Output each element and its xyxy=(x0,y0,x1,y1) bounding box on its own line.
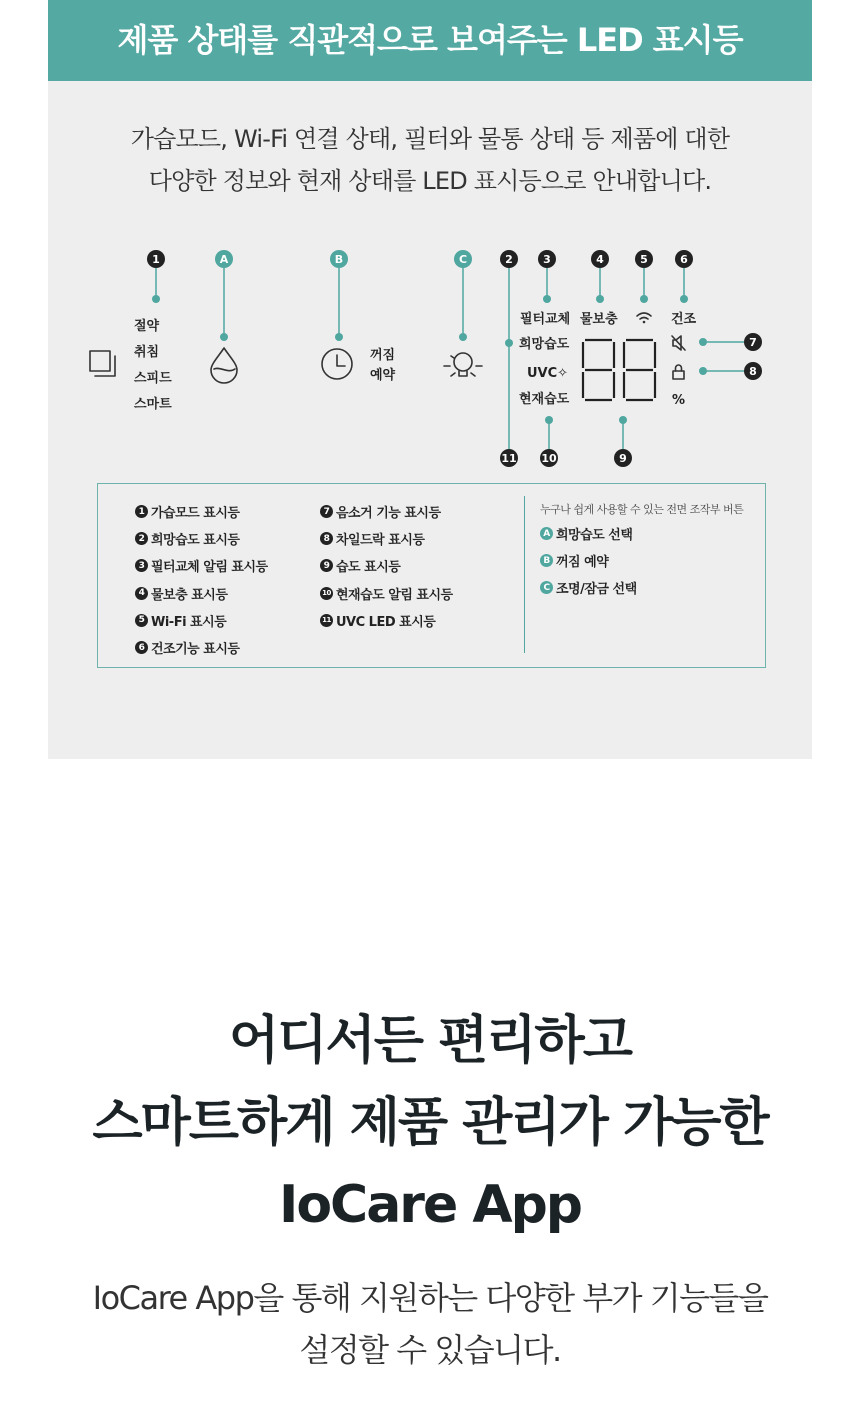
timer-label-off: 꺼짐 xyxy=(370,348,396,363)
legend-item: B 꺼짐 예약 xyxy=(540,547,743,574)
legend-item: 3 필터교체 알림 표시등 xyxy=(135,552,268,579)
percent-symbol: % xyxy=(672,393,686,408)
target-humidity-label: 희망습도 xyxy=(519,337,570,352)
marker-9 xyxy=(614,449,632,467)
clock-icon xyxy=(322,349,352,379)
svg-text:B: B xyxy=(334,253,344,266)
marker-10 xyxy=(540,449,558,467)
intro-line-1: 가습모드, Wi-Fi 연결 상태, 필터와 물통 상태 등 제품에 대한 xyxy=(130,125,730,153)
description-line-1: IoCare App을 통해 지원하는 다양한 부가 기능들을 xyxy=(92,1279,768,1317)
marker-1 xyxy=(147,250,165,268)
headline-line-3: IoCare App xyxy=(278,1175,582,1235)
wifi-icon xyxy=(637,313,651,323)
led-legend-box xyxy=(97,483,766,668)
svg-text:7: 7 xyxy=(749,336,757,349)
filter-replace-label: 필터교체 xyxy=(520,312,571,327)
svg-text:4: 4 xyxy=(596,253,604,266)
led-panel-diagram xyxy=(0,0,860,480)
uvc-label: UVC✧ xyxy=(527,366,569,381)
marker-7 xyxy=(744,333,762,351)
seven-segment-display xyxy=(583,340,655,400)
timer-label-reserve: 예약 xyxy=(370,368,396,383)
legend-item: 1 가습모드 표시등 xyxy=(135,498,268,525)
mode-label-sleep: 취침 xyxy=(134,345,160,360)
legend-item: 8 차일드락 표시등 xyxy=(320,525,453,552)
dry-label: 건조 xyxy=(671,312,697,327)
headline-line-1: 어디서든 편리하고 xyxy=(229,1011,631,1071)
svg-text:9: 9 xyxy=(619,452,627,465)
app-section-description xyxy=(0,1272,860,1376)
svg-text:1: 1 xyxy=(152,253,160,266)
mode-icon xyxy=(90,351,115,376)
svg-text:3: 3 xyxy=(543,253,551,266)
marker-5 xyxy=(635,250,653,268)
marker-4 xyxy=(591,250,609,268)
legend-item: 11 UVC LED 표시등 xyxy=(320,607,453,634)
lock-icon xyxy=(673,365,684,379)
svg-text:8: 8 xyxy=(749,365,757,378)
water-drop-icon xyxy=(211,348,237,383)
mute-icon xyxy=(672,336,685,350)
app-section-headline xyxy=(0,1000,860,1246)
legend-item: C 조명/잠금 선택 xyxy=(540,574,743,601)
legend-item: 7 음소거 기능 표시등 xyxy=(320,498,453,525)
marker-c xyxy=(454,250,472,268)
intro-line-2: 다양한 정보와 현재 상태를 LED 표시등으로 안내합니다. xyxy=(148,167,712,195)
legend-column-1 xyxy=(135,498,268,661)
svg-text:11: 11 xyxy=(501,452,517,465)
mode-label-speed: 스피드 xyxy=(134,371,172,386)
svg-text:2: 2 xyxy=(505,253,513,266)
current-humidity-label: 현재습도 xyxy=(519,392,570,407)
legend-item: 10 현재습도 알림 표시등 xyxy=(320,580,453,607)
marker-8 xyxy=(744,362,762,380)
legend-column-buttons xyxy=(540,498,743,602)
legend-item: 9 습도 표시등 xyxy=(320,552,453,579)
legend-item: 2 희망습도 표시등 xyxy=(135,525,268,552)
legend-item: A 희망습도 선택 xyxy=(540,520,743,547)
svg-text:5: 5 xyxy=(640,253,648,266)
svg-text:A: A xyxy=(219,253,229,266)
buttons-note: 누구나 쉽게 사용할 수 있는 전면 조작부 버튼 xyxy=(540,503,744,516)
mode-label-smart: 스마트 xyxy=(134,397,172,412)
svg-text:10: 10 xyxy=(541,452,557,465)
marker-6 xyxy=(675,250,693,268)
legend-item: 4 물보충 표시등 xyxy=(135,580,268,607)
legend-divider xyxy=(524,496,525,653)
svg-text:C: C xyxy=(458,253,468,266)
legend-item: 5 Wi-Fi 표시등 xyxy=(135,607,268,634)
marker-2 xyxy=(500,250,518,268)
light-bulb-icon xyxy=(444,353,482,376)
led-section-banner: 제품 상태를 직관적으로 보여주는 LED 표시등 xyxy=(48,0,812,81)
legend-column-2 xyxy=(320,498,453,634)
marker-11 xyxy=(500,449,518,467)
description-line-2: 설정할 수 있습니다. xyxy=(299,1331,561,1369)
marker-a xyxy=(215,250,233,268)
svg-text:6: 6 xyxy=(680,253,688,266)
headline-line-2: 스마트하게 제품 관리가 가능한 xyxy=(92,1093,768,1153)
water-refill-label: 물보충 xyxy=(580,312,618,327)
legend-item: 6 건조기능 표시등 xyxy=(135,634,268,661)
marker-b xyxy=(330,250,348,268)
marker-3 xyxy=(538,250,556,268)
mode-label-saving: 절약 xyxy=(134,319,160,334)
